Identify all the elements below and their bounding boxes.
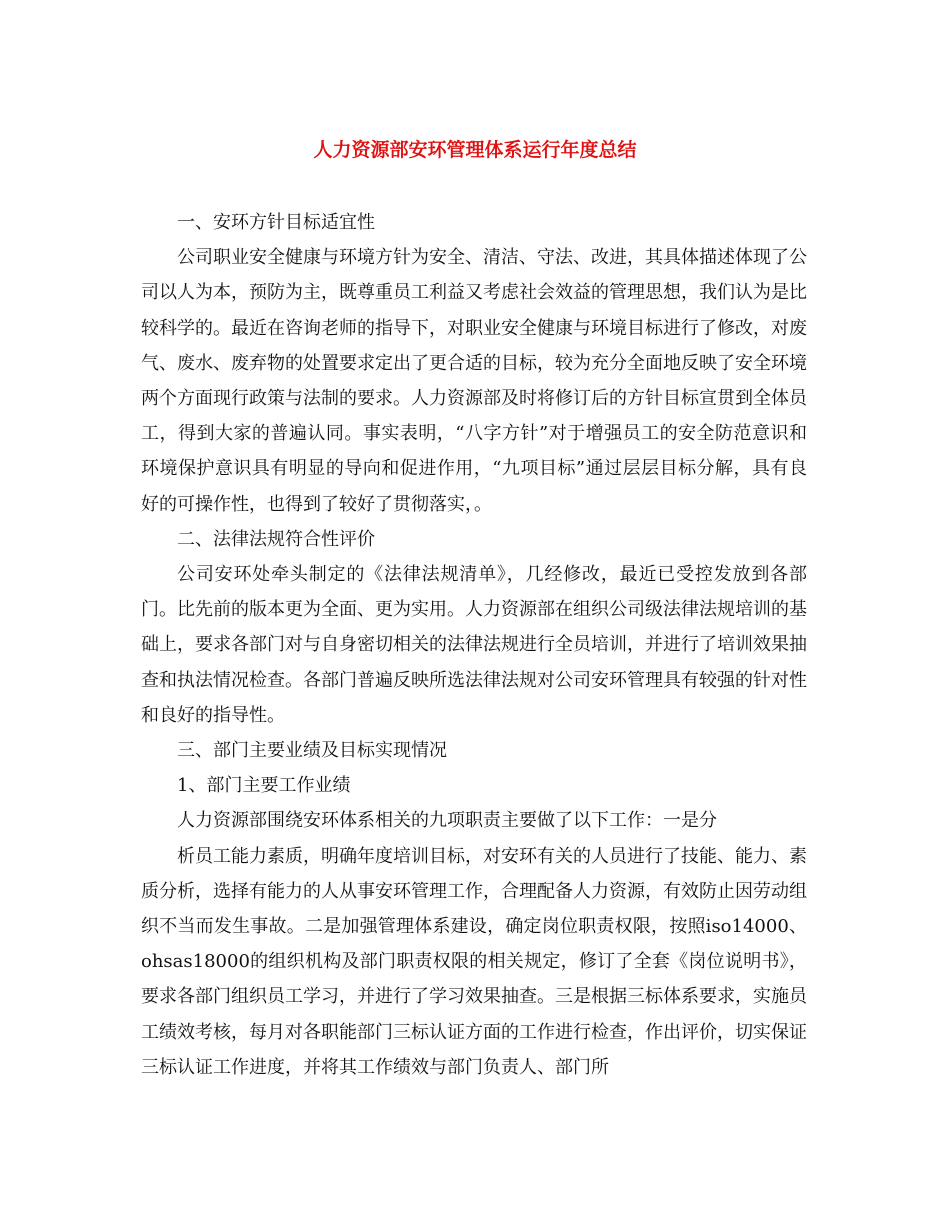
paragraph-work-intro: 人力资源部围绕安环体系相关的九项职责主要做了以下工作：一是分 (177, 810, 717, 832)
paragraph-policy: 公司职业安全健康与环境方针为安全、清洁、守法、改进，其具体描述体现了公司以人为本，预防为主，既尊重员工利益又考虑社会效益的管理思想，我们认为是比较科学的。最近在咨询老师的指导下，对职业安全健康与环境目标进行了修改，对废气、废水、废弃物的处置要求定出了更合适的目标，较为充分全面地反映了安全环境两个方面现行政策与法制的要求。人力资源部及时将修订后的方针目标宣贯到全体员工，得到大家的普遍认同。事实表明，“八字方针”对于增强员工的安全防范意识和环境保护意识具有明显的导向和促进作用，“九项目标”通过层层目标分解，具有良好的可操作性，也得到了较好了贯彻落实，。 (141, 247, 807, 515)
document-body (141, 205, 807, 1085)
section-heading-policy: 一、安环方针目标适宜性 (177, 212, 375, 233)
document-title: 人力资源部安环管理体系运行年度总结 (313, 139, 637, 161)
paragraph-work-details: 析员工能力素质，明确年度培训目标，对安环有关的人员进行了技能、能力、素质分析，选择有能力的人从事安环管理工作，合理配备人力资源，有效防止因劳动组织不当而发生事故。二是加强管理体系建设，确定岗位职责权限，按照iso14000、ohsas18000的组织机构及部门职责权限的相关规定，修订了全套《岗位说明书》，要求各部门组织员工学习，并进行了学习效果抽查。三是根据三标体系要求，实施员工绩效考核，每月对各职能部门三标认证方面的工作进行检查，作出评价，切实保证三标认证工作进度，并将其工作绩效与部门负责人、部门所 (141, 845, 807, 1078)
subsection-heading-work: 1、部门主要工作业绩 (177, 775, 351, 797)
section-heading-legal: 二、法律法规符合性评价 (177, 528, 375, 550)
section-heading-performance: 三、部门主要业绩及目标实现情况 (177, 740, 447, 762)
paragraph-legal: 公司安环处牵头制定的《法律法规清单》，几经修改，最近已受控发放到各部门。比先前的版本更为全面、更为实用。人力资源部在组织公司级法律法规培训的基础上，要求各部门对与自身密切相关的法律法规进行全员培训，并进行了培训效果抽查和执法情况检查。各部门普遍反映所选法律法规对公司安环管理具有较强的针对性和良好的指导性。 (141, 564, 807, 726)
